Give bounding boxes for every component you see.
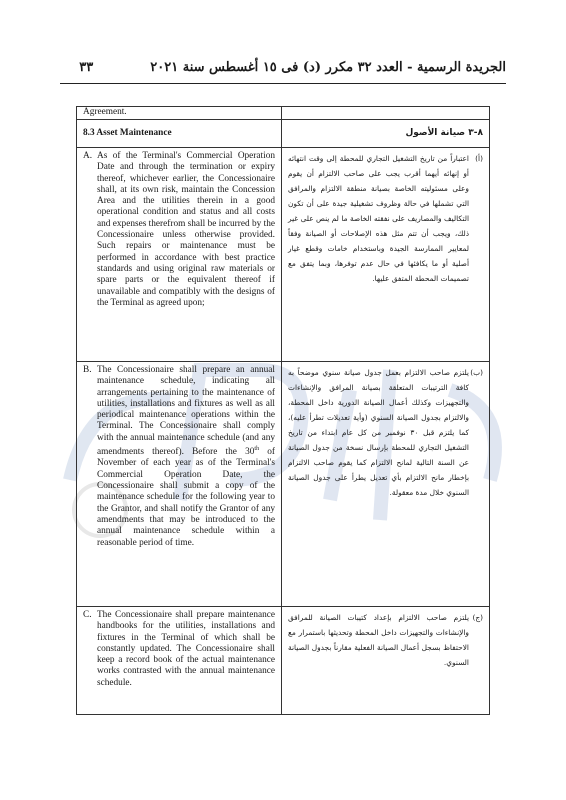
clause-b-en-text-part1: The Concessionaire shall prepare an annual maintenance schedule, indicating all arrangements pertaining to the maintenance of utilities, installations and fixtures as well as all periodical maintenance operations within the Terminal. The Concessionaire shall comply with the annual maintenance schedule (and any amendments thereof). Before the 30 bbox=[97, 365, 275, 458]
clause-b-ar-mark: (ب) bbox=[470, 368, 483, 377]
clause-c-ar-text: يلتزم صاحب الالتزام بإعداد كتيبات الصيانة للمرافق والإنشاءات والتجهيزات داخل المحطة وتحديثها باستمرار مع الاحتفاظ بسجل أعمال الصيانة الفعلية مقارناً بجدول الصيانة السنوي. bbox=[288, 613, 469, 667]
clause-a-ar-mark: (أ) bbox=[475, 154, 483, 163]
bilingual-table bbox=[76, 106, 490, 715]
page-header bbox=[60, 60, 506, 84]
empty-cell bbox=[282, 107, 490, 120]
page-number: ٣٣ bbox=[79, 60, 94, 75]
clause-c-ar-mark: (ج) bbox=[472, 613, 483, 622]
clause-b-en bbox=[77, 362, 282, 607]
table-row bbox=[77, 120, 490, 148]
clause-a-en-mark: A. bbox=[83, 151, 93, 161]
clause-a-ar-text: اعتباراً من تاريخ التشغيل التجاري للمحطة إلى وقت انتهائه أو إنهائه أيهما أقرب يجب على صاحب الالتزام أن يقوم وعلى مسئوليته الخاصة بصيانة منطقة الالتزام والمرافق التي تشملها في حالة وظروف تشغيلية جيدة على أن تكون التكاليف والمصاريف على نفقته الخاصة ما لم ينص على غير ذلك، ويجب أن تتم مثل هذه الإصلاحات أو الصيانة وفقاً لمعايير الممارسة الجيدة وباستخدام خامات وقطع غيار أصلية أو ما يكافئها في حال عدم توفرها، وبما يتفق مع تصميمات المحطة المتفق عليها. bbox=[288, 154, 469, 283]
section-heading-en-text: 8.3 Asset Maintenance bbox=[83, 127, 172, 138]
table-row bbox=[77, 107, 490, 120]
agreement-cell bbox=[77, 107, 282, 120]
section-heading-ar-text: ٨-٣ صيانة الأصول bbox=[405, 128, 483, 138]
clause-b-en-text bbox=[97, 365, 275, 549]
clause-b-en-superscript: th bbox=[254, 446, 260, 453]
table-row bbox=[77, 607, 490, 715]
clause-c-en-mark: C. bbox=[83, 610, 92, 620]
clause-b-ar-text: يلتزم صاحب الالتزام بعمل جدول صيانة سنوي موضحاً به كافة الترتيبات المتعلقة بصيانة المرافق والإنشاءات والتجهيزات وكذلك أعمال الصيانة الدورية داخل المحطة، والالتزام بجدول الصيانة السنوي (وأية تعديلات تطرأ عليه)، كما يلتزم قبل ٣٠ نوفمبر من كل عام ابتداء من تاريخ التشغيل التجاري للمحطة بإرسال نسخة من جدول الصيانة عن السنة التالية لمانح الالتزام كما يقوم صاحب الالتزام بإخطار مانح الالتزام بأي تعديل يطرأ على جدول الصيانة السنوي خلال مدة معقولة. bbox=[288, 368, 469, 497]
clause-a-en bbox=[77, 148, 282, 362]
clause-b-ar bbox=[282, 362, 490, 607]
clause-b-en-text-part2: of November of each year as of the Terminal's Commercial Operation Date, the Concessionaire shall submit a copy of the maintenance schedule for the following year to the Grantor, and shall notify the Grantor of any amendments that may be introduced to the annual maintenance schedule within a reasonable period of time. bbox=[97, 447, 275, 548]
section-heading-en bbox=[77, 120, 282, 148]
clause-b-en-mark: B. bbox=[83, 365, 92, 375]
agreement-text: Agreement. bbox=[83, 107, 127, 117]
section-heading-ar bbox=[282, 120, 490, 148]
clause-c-en-text: The Concessionaire shall prepare maintenance handbooks for the utilities, installations and fixtures in the Terminal of which shall be constantly updated. The Concessionaire shall keep a record book of the actual maintenance works contrasted with the annual maintenance schedule. bbox=[97, 610, 275, 688]
table-row bbox=[77, 362, 490, 607]
clause-a-en-text: As of the Terminal's Commercial Operation Date and through the termination or expiry thereof, whichever earlier, the Concessionaire shall, at its own risk, maintain the Concession Area and the utilities therein in a good operational condition and status and all costs and expenses therefrom shall be incurred by the Concessionaire unless otherwise provided. Such repairs or maintenance must be performed in accordance with best practice standards and using original raw materials or spare parts or the equivalent thereof if unavailable and compatibly with the designs of the Terminal as agreed upon; bbox=[97, 151, 275, 308]
header-title: الجريدة الرسمية - العدد ٣٢ مكرر (د) فى ١٥ أغسطس سنة ٢٠٢١ bbox=[150, 60, 506, 75]
table-row bbox=[77, 148, 490, 362]
clause-c-en bbox=[77, 607, 282, 715]
clause-a-ar bbox=[282, 148, 490, 362]
clause-c-ar bbox=[282, 607, 490, 715]
